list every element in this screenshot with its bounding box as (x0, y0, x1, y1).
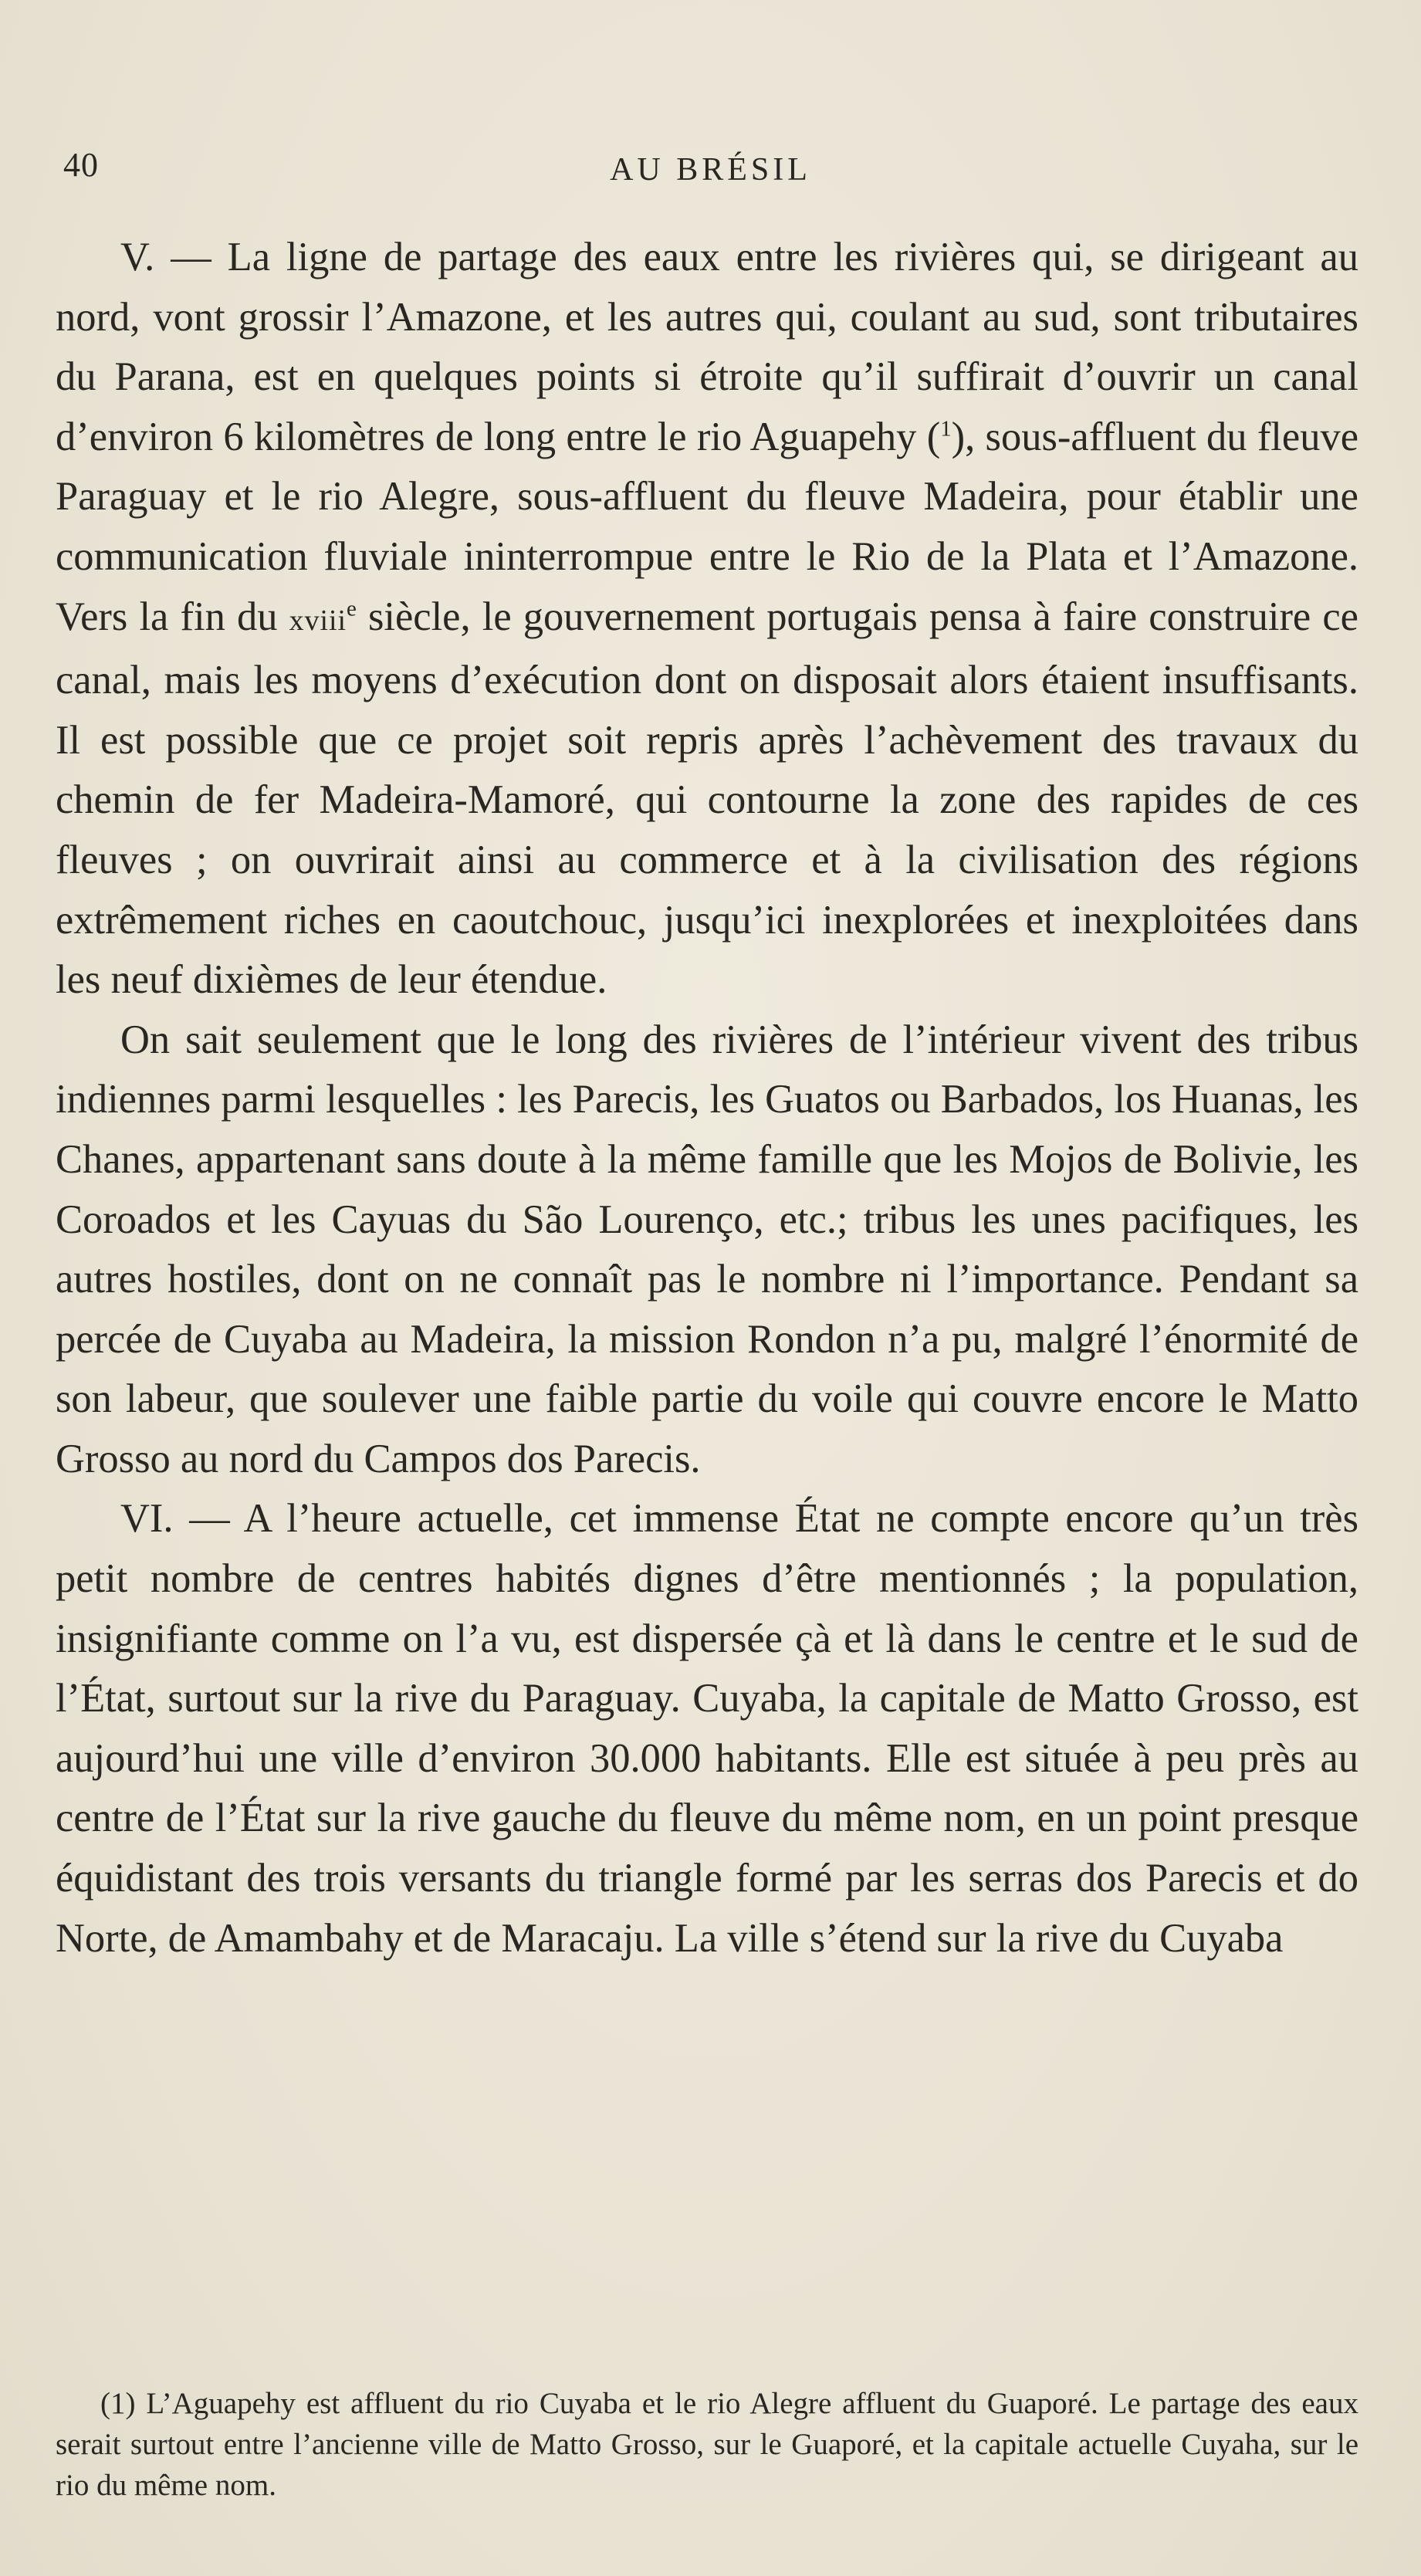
footnotes (56, 2383, 1358, 2506)
footnote-1: (1) L’Aguapehy est affluent du rio Cuyaba et le rio Alegre affluent du Guaporé. Le partage des eaux serait surtout entre l’ancienne ville de Matto Grosso, sur le Guaporé, et la capitale actuelle Cuyaha, sur le rio du même nom. (56, 2387, 1358, 2502)
paragraph-1 (56, 228, 1358, 1010)
paragraph-2: On sait seulement que le long des rivières de l’intérieur vivent des tribus indiennes parmi lesquelles : les Parecis, les Guatos ou Barbados, los Huanas, les Chanes, appartenant sans doute à la même famille que les Mojos de Bolivie, les Coroados et les Cayuas du São Lourenço, etc.; tribus les unes pacifiques, les autres hostiles, dont on ne connaît pas le nombre ni l’importance. Pendant sa percée de Cuyaba au Madeira, la mission Rondon n’a pu, malgré l’énormité de son labeur, que soulever une faible partie du voile qui couvre encore le Matto Grosso au nord du Campos dos Parecis. (56, 1017, 1358, 1481)
century-superscript: e (346, 596, 357, 621)
footnote-ref: 1 (940, 416, 952, 442)
page-number: 40 (63, 146, 99, 184)
paragraph-1-part-c: siècle, le gouvernement portugais pensa à faire construire ce canal, mais les moyens d’exécution dont on disposait alors étaient insuffisants. Il est possible que ce projet soit repris après l’achèvement des travaux du chemin de fer Madeira-Mamoré, qui contourne la zone des rapides de ces fleuves ; on ouvrirait ainsi au commerce et à la civilisation des régions extrêmement riches en caoutchouc, jusqu’ici inexplorées et inexploitées dans les neuf dixièmes de leur étendue. (56, 594, 1358, 1003)
paragraph-1-part-a: V. — La ligne de partage des eaux entre les rivières qui, se dirigeant au nord, vont grossir l’Amazone, et les autres qui, coulant au sud, sont tributaires du Parana, est en quelques points si étroite qu’il suffirait d’ouvrir un canal d’environ 6 kilomètres de long entre le rio Aguapehy ( (56, 235, 1358, 459)
running-head: AU BRÉSIL (610, 152, 811, 188)
paragraph-1-part-b: ), sous-affluent du fleuve Paraguay et le rio Alegre, sous-affluent du fleuve Madeira, pour établir une communication fluviale ininterrompue entre le Rio de la Plata et l’Amazone. Vers la fin du (56, 414, 1358, 639)
body-text (56, 228, 1358, 1968)
paragraph-3: VI. — A l’heure actuelle, cet immense État ne compte encore qu’un très petit nombre de centres habités dignes d’être mentionnés ; la population, insignifiante comme on l’a vu, est dispersée çà et là dans le centre et le sud de l’État, surtout sur la rive du Paraguay. Cuyaba, la capitale de Matto Grosso, est aujourd’hui une ville d’environ 30.000 habitants. Elle est située à peu près au centre de l’État sur la rive gauche du fleuve du même nom, en un point presque équidistant des trois versants du triangle formé par les serras dos Parecis et do Norte, de Amambahy et de Maracaju. La ville s’étend sur la rive du Cuyaba (56, 1496, 1358, 1961)
page-header (0, 145, 1421, 199)
century-numeral: xviii (289, 604, 347, 637)
